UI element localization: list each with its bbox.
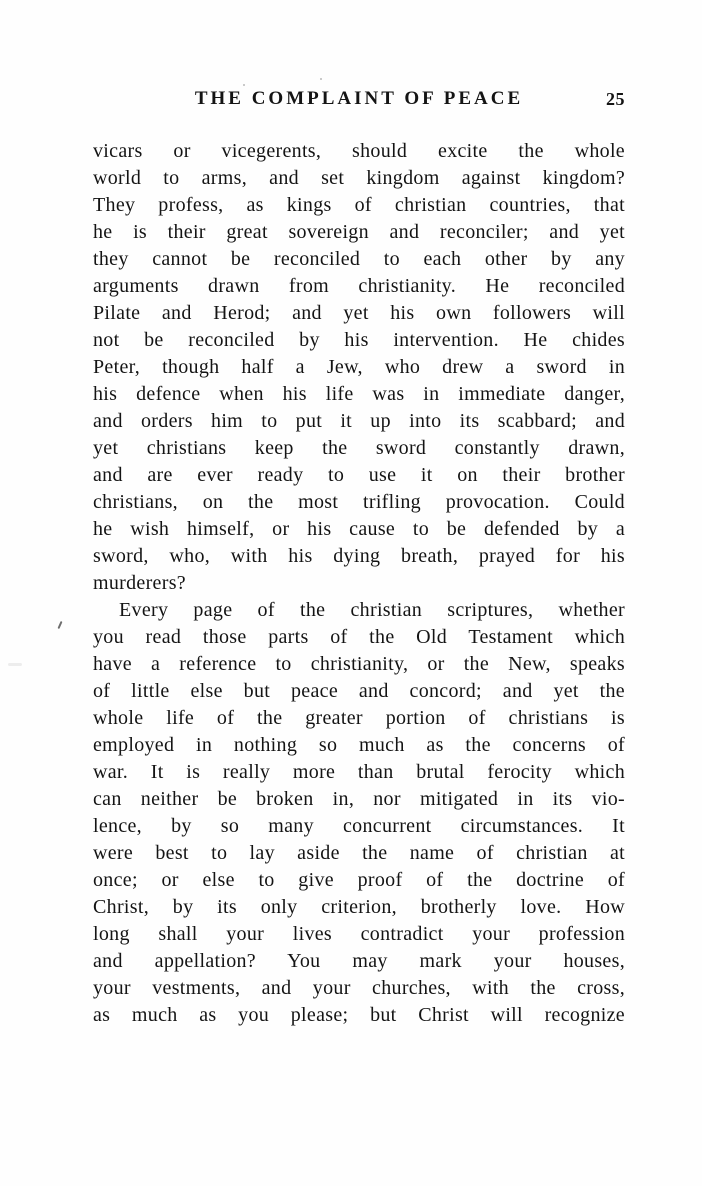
text-line: and orders him to put it up into its scabbard; and	[93, 410, 625, 432]
paragraph	[93, 138, 625, 597]
scan-speck	[243, 84, 245, 86]
text-line: world to arms, and set kingdom against kingdom?	[93, 167, 625, 189]
text-line: employed in nothing so much as the concerns of	[93, 734, 625, 756]
text-line: murderers?	[93, 572, 186, 594]
scan-smudge	[8, 663, 22, 666]
text-line: of little else but peace and concord; and yet the	[93, 680, 625, 702]
text-line: and are ever ready to use it on their brother	[93, 464, 625, 486]
text-line: he wish himself, or his cause to be defended by a	[93, 518, 625, 540]
text-line: They profess, as kings of christian countries, that	[93, 194, 625, 216]
running-head	[93, 88, 625, 112]
text-line: Every page of the christian scriptures, whether	[119, 599, 625, 621]
text-line: long shall your lives contradict your profession	[93, 923, 625, 945]
text-line: you read those parts of the Old Testament which	[93, 626, 625, 648]
text-line: war. It is really more than brutal ferocity which	[93, 761, 625, 783]
paragraph	[93, 597, 625, 1029]
text-line: his defence when his life was in immediate danger,	[93, 383, 625, 405]
text-line: christians, on the most trifling provocation. Could	[93, 491, 625, 513]
page-title: THE COMPLAINT OF PEACE	[194, 88, 524, 109]
text-line: vicars or vicegerents, should excite the whole	[93, 140, 625, 162]
page-content	[93, 88, 625, 1029]
text-line: he is their great sovereign and reconciler; and yet	[93, 221, 625, 243]
text-line: your vestments, and your churches, with the cross,	[93, 977, 625, 999]
page-body	[93, 138, 625, 1029]
text-line: yet christians keep the sword constantly drawn,	[93, 437, 625, 459]
text-line: were best to lay aside the name of christian at	[93, 842, 625, 864]
text-line: have a reference to christianity, or the New, speaks	[93, 653, 625, 675]
text-line: once; or else to give proof of the doctrine of	[93, 869, 625, 891]
scan-mark	[57, 621, 62, 629]
text-line: can neither be broken in, nor mitigated in its vio-	[93, 788, 625, 810]
text-line: lence, by so many concurrent circumstances. It	[93, 815, 625, 837]
text-line: arguments drawn from christianity. He reconciled	[93, 275, 625, 297]
scan-speck	[320, 78, 322, 80]
text-line: as much as you please; but Christ will recognize	[93, 1004, 625, 1026]
text-line: Christ, by its only criterion, brotherly love. How	[93, 896, 625, 918]
text-line: sword, who, with his dying breath, prayed for his	[93, 545, 625, 567]
text-line: not be reconciled by his intervention. He chides	[93, 329, 625, 351]
text-line: Pilate and Herod; and yet his own followers will	[93, 302, 625, 324]
text-line: and appellation? You may mark your houses,	[93, 950, 625, 972]
text-line: they cannot be reconciled to each other by any	[93, 248, 625, 270]
text-line: whole life of the greater portion of christians is	[93, 707, 625, 729]
page-number: 25	[606, 89, 625, 109]
text-line: Peter, though half a Jew, who drew a sword in	[93, 356, 625, 378]
